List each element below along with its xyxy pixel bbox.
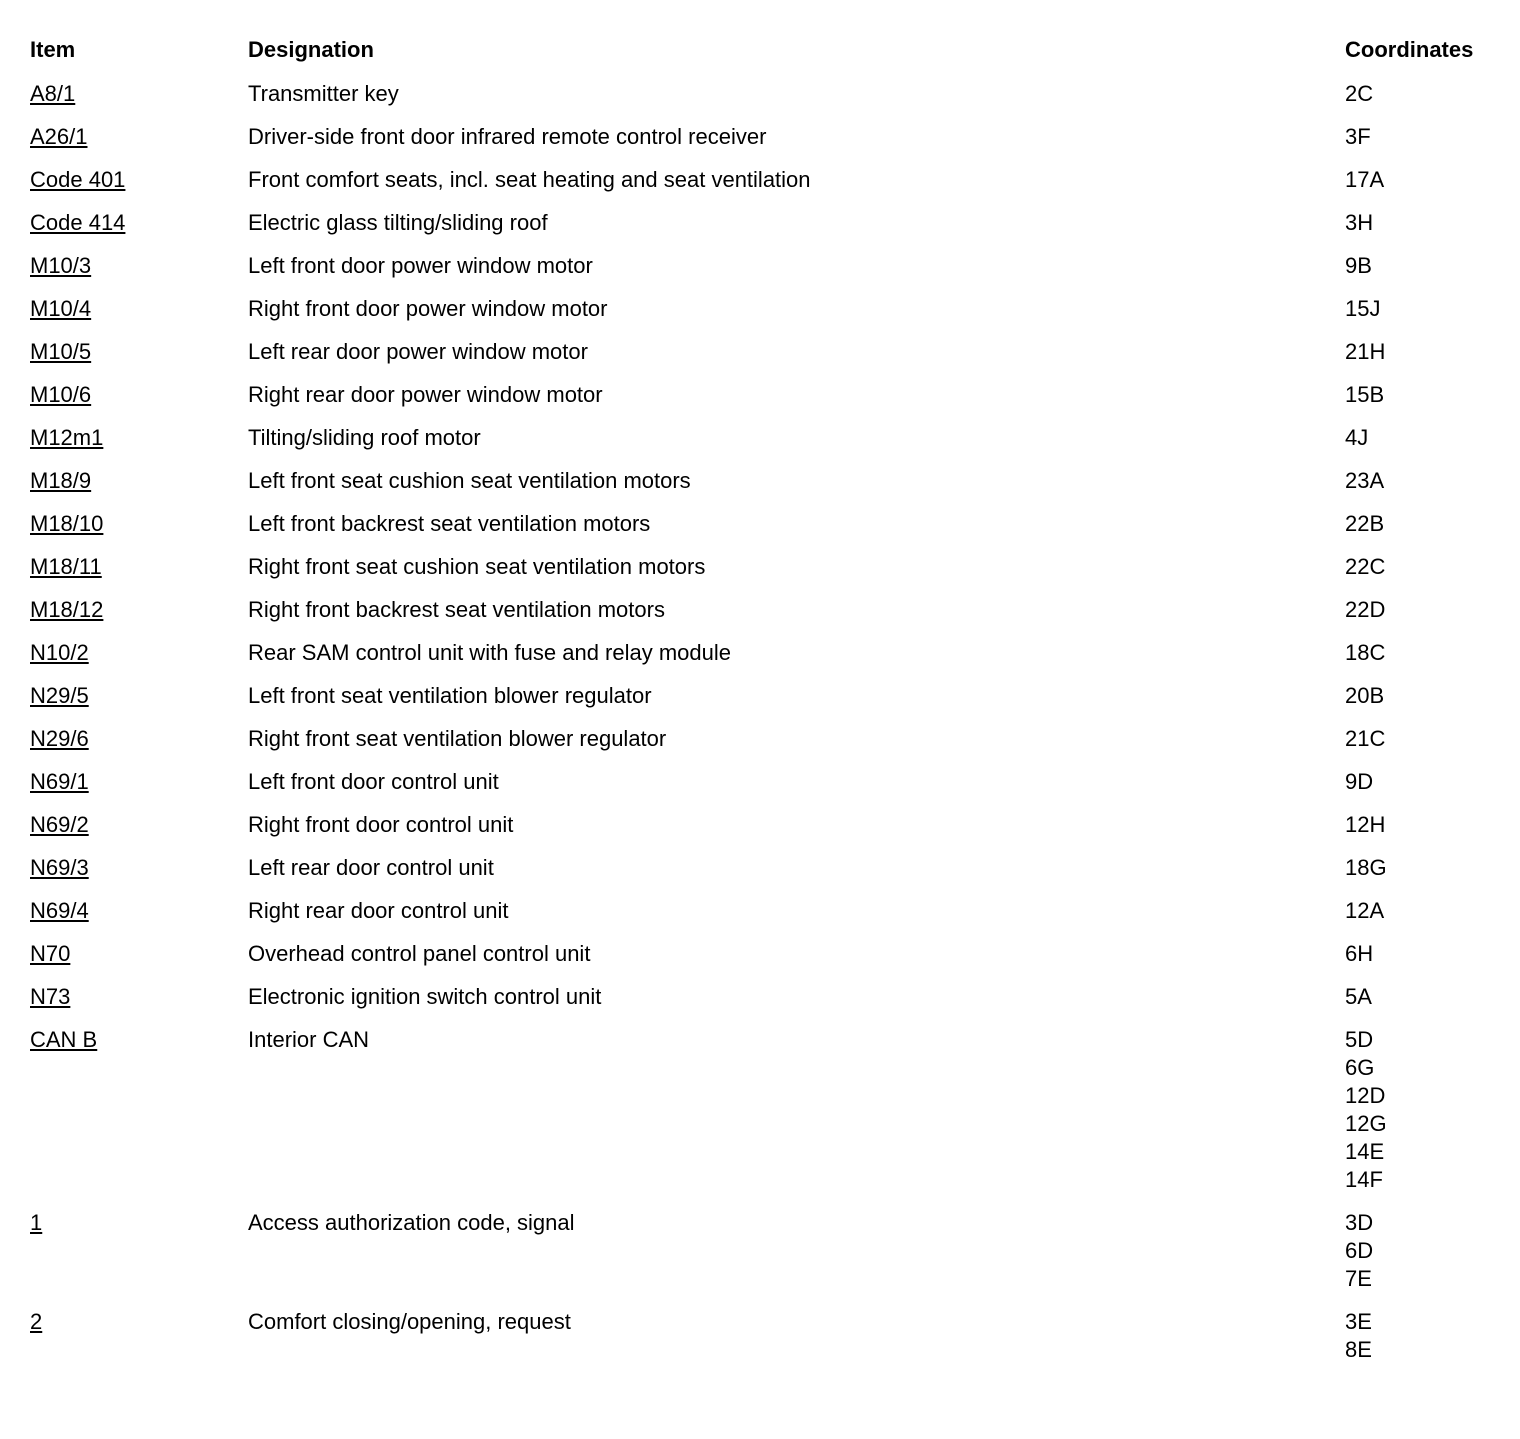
item-link[interactable]: M10/6 (30, 382, 92, 407)
item-link[interactable]: M10/4 (30, 296, 92, 321)
table-row (30, 1209, 1490, 1293)
table-row (30, 424, 1490, 452)
item-link[interactable]: M12m1 (30, 425, 104, 450)
item-link[interactable]: N69/1 (30, 769, 89, 794)
coordinate-value: 5D (1345, 1027, 1374, 1052)
coordinates-cell (1345, 252, 1490, 280)
item-cell (30, 725, 248, 753)
coordinates-cell (1345, 854, 1490, 882)
coordinate-value: 15B (1345, 382, 1385, 407)
item-link[interactable]: N69/3 (30, 855, 89, 880)
coordinates-cell (1345, 295, 1490, 323)
designation-text: Front comfort seats, incl. seat heating and seat ventilation (248, 167, 811, 192)
table-row (30, 811, 1490, 839)
item-cell (30, 1026, 248, 1054)
designation-text: Left front door control unit (248, 769, 499, 794)
table-row (30, 940, 1490, 968)
item-link[interactable]: N29/6 (30, 726, 89, 751)
coordinates-cell (1345, 768, 1490, 796)
designation-text: Comfort closing/opening, request (248, 1309, 571, 1334)
coordinate-value: 5A (1345, 984, 1372, 1009)
designation-text: Electronic ignition switch control unit (248, 984, 602, 1009)
item-cell (30, 639, 248, 667)
item-cell (30, 596, 248, 624)
coordinates-cell (1345, 166, 1490, 194)
coordinate-value: 12A (1345, 898, 1385, 923)
item-cell (30, 811, 248, 839)
table-row (30, 768, 1490, 796)
coordinates-cell (1345, 209, 1490, 237)
coordinates-cell (1345, 1209, 1490, 1293)
designation-text: Left front door power window motor (248, 253, 593, 278)
table-body (30, 80, 1490, 1364)
coordinate-value: 9B (1345, 253, 1372, 278)
item-cell (30, 252, 248, 280)
item-link[interactable]: M18/9 (30, 468, 92, 493)
table-row (30, 467, 1490, 495)
coordinate-value: 3D (1345, 1210, 1374, 1235)
coordinate-value: 22D (1345, 597, 1386, 622)
designation-text: Right front seat cushion seat ventilation motors (248, 554, 706, 579)
coordinate-value: 2C (1345, 81, 1374, 106)
item-link[interactable]: A8/1 (30, 81, 76, 106)
table-row (30, 1026, 1490, 1194)
designation-text: Left front seat ventilation blower regulator (248, 683, 652, 708)
designation-text: Right front seat ventilation blower regulator (248, 726, 667, 751)
coordinates-cell (1345, 639, 1490, 667)
table-row (30, 596, 1490, 624)
item-cell (30, 166, 248, 194)
table-row (30, 682, 1490, 710)
coordinate-value: 22B (1345, 511, 1385, 536)
coordinates-cell (1345, 553, 1490, 581)
table-row (30, 80, 1490, 108)
coordinate-value: 12D (1345, 1083, 1386, 1108)
coordinates-cell (1345, 123, 1490, 151)
coordinate-value: 6G (1345, 1055, 1375, 1080)
table-row (30, 381, 1490, 409)
item-cell (30, 1209, 248, 1237)
table-row (30, 854, 1490, 882)
coordinates-cell (1345, 725, 1490, 753)
item-cell (30, 940, 248, 968)
header-coordinates: Coordinates (1345, 37, 1474, 62)
item-link[interactable]: A26/1 (30, 124, 88, 149)
item-cell (30, 424, 248, 452)
header-item: Item (30, 37, 76, 62)
item-link[interactable]: M18/12 (30, 597, 104, 622)
coordinates-cell (1345, 983, 1490, 1011)
item-cell (30, 1308, 248, 1336)
coordinate-value: 14E (1345, 1139, 1385, 1164)
header-designation: Designation (248, 37, 374, 62)
item-cell (30, 338, 248, 366)
designation-text: Right front door control unit (248, 812, 514, 837)
item-link[interactable]: N69/2 (30, 812, 89, 837)
coordinates-cell (1345, 424, 1490, 452)
coordinate-value: 20B (1345, 683, 1385, 708)
item-cell (30, 768, 248, 796)
designation-text: Right rear door power window motor (248, 382, 603, 407)
coordinate-value: 21C (1345, 726, 1386, 751)
coordinate-value: 18C (1345, 640, 1386, 665)
table-row (30, 510, 1490, 538)
table-row (30, 897, 1490, 925)
coordinates-cell (1345, 682, 1490, 710)
coordinate-value: 17A (1345, 167, 1385, 192)
item-link[interactable]: N70 (30, 941, 71, 966)
item-link[interactable]: 2 (30, 1309, 43, 1334)
coordinate-value: 9D (1345, 769, 1374, 794)
coordinates-cell (1345, 596, 1490, 624)
coordinate-value: 3H (1345, 210, 1374, 235)
item-link[interactable]: M18/11 (30, 554, 102, 579)
table-row (30, 252, 1490, 280)
item-link[interactable]: Code 401 (30, 167, 126, 192)
item-cell (30, 381, 248, 409)
coordinates-cell (1345, 381, 1490, 409)
coordinate-value: 18G (1345, 855, 1387, 880)
coordinate-value: 12G (1345, 1111, 1387, 1136)
table-row (30, 725, 1490, 753)
coordinates-cell (1345, 467, 1490, 495)
designation-text: Interior CAN (248, 1027, 370, 1052)
item-cell (30, 123, 248, 151)
coordinates-cell (1345, 510, 1490, 538)
coordinates-cell (1345, 80, 1490, 108)
designation-text: Access authorization code, signal (248, 1210, 575, 1235)
coordinate-value: 6H (1345, 941, 1374, 966)
table-row (30, 1308, 1490, 1364)
item-link[interactable]: M18/10 (30, 511, 104, 536)
table-row (30, 209, 1490, 237)
item-cell (30, 510, 248, 538)
designation-text: Overhead control panel control unit (248, 941, 591, 966)
table-row (30, 983, 1490, 1011)
item-link[interactable]: M10/3 (30, 253, 92, 278)
designation-text: Driver-side front door infrared remote control receiver (248, 124, 767, 149)
designation-text: Left rear door control unit (248, 855, 494, 880)
coordinate-value: 7E (1345, 1266, 1372, 1291)
designation-text: Right rear door control unit (248, 898, 509, 923)
item-link[interactable]: N10/2 (30, 640, 89, 665)
coordinate-value: 23A (1345, 468, 1385, 493)
item-link[interactable]: Code 414 (30, 210, 126, 235)
designation-text: Right front door power window motor (248, 296, 608, 321)
designation-text: Left front seat cushion seat ventilation motors (248, 468, 691, 493)
table-row (30, 338, 1490, 366)
item-cell (30, 854, 248, 882)
item-link[interactable]: M10/5 (30, 339, 92, 364)
item-cell (30, 897, 248, 925)
coordinates-cell (1345, 897, 1490, 925)
item-cell (30, 295, 248, 323)
coordinate-value: 12H (1345, 812, 1386, 837)
designation-text: Left rear door power window motor (248, 339, 588, 364)
coordinate-value: 14F (1345, 1167, 1383, 1192)
item-cell (30, 209, 248, 237)
item-link[interactable]: N73 (30, 984, 71, 1009)
coordinates-cell (1345, 338, 1490, 366)
item-link[interactable]: N69/4 (30, 898, 89, 923)
item-link[interactable]: 1 (30, 1210, 43, 1235)
designation-text: Left front backrest seat ventilation motors (248, 511, 651, 536)
designation-text: Electric glass tilting/sliding roof (248, 210, 548, 235)
designation-text: Right front backrest seat ventilation motors (248, 597, 665, 622)
coordinate-value: 21H (1345, 339, 1386, 364)
item-cell (30, 80, 248, 108)
item-link[interactable]: CAN B (30, 1027, 98, 1052)
table-row (30, 123, 1490, 151)
table-header (30, 36, 1490, 64)
coordinates-cell (1345, 1308, 1490, 1364)
table-row (30, 295, 1490, 323)
coordinates-cell (1345, 1026, 1490, 1194)
coordinate-value: 3E (1345, 1309, 1372, 1334)
coordinates-cell (1345, 811, 1490, 839)
designation-text: Tilting/sliding roof motor (248, 425, 481, 450)
item-cell (30, 682, 248, 710)
table-row (30, 553, 1490, 581)
coordinate-value: 8E (1345, 1337, 1372, 1362)
designation-text: Rear SAM control unit with fuse and relay module (248, 640, 732, 665)
item-cell (30, 553, 248, 581)
table-row (30, 639, 1490, 667)
coordinate-value: 22C (1345, 554, 1386, 579)
coordinate-value: 3F (1345, 124, 1371, 149)
coordinate-value: 4J (1345, 425, 1369, 450)
coordinate-value: 6D (1345, 1238, 1374, 1263)
table-row (30, 166, 1490, 194)
coordinates-cell (1345, 940, 1490, 968)
designation-text: Transmitter key (248, 81, 399, 106)
item-cell (30, 467, 248, 495)
item-link[interactable]: N29/5 (30, 683, 89, 708)
item-cell (30, 983, 248, 1011)
coordinate-value: 15J (1345, 296, 1381, 321)
